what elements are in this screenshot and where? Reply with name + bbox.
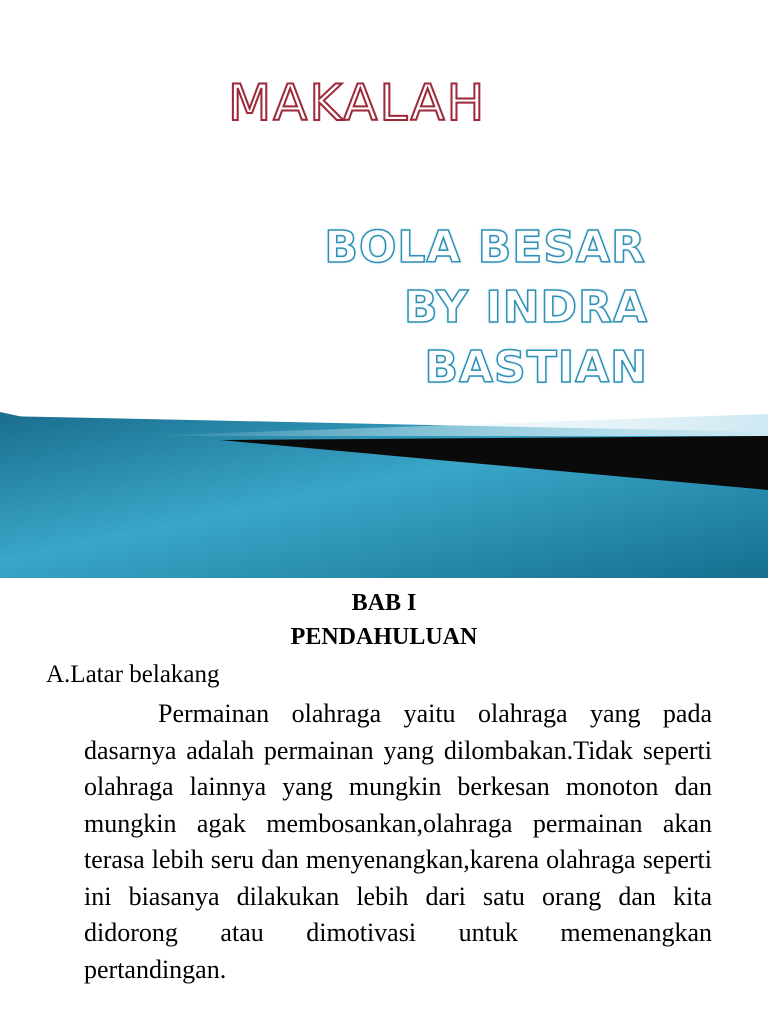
document-body [0, 586, 768, 984]
slide-subtitle [178, 218, 648, 398]
chapter-title: PENDAHULUAN [290, 624, 478, 650]
decorative-banner [0, 412, 768, 578]
subtitle-line-1: BOLA BESAR [324, 222, 646, 273]
chapter-number: BAB I [351, 590, 417, 616]
subtitle-line-2: BY INDRA BASTIAN [404, 282, 648, 393]
slide-title: MAKALAH [228, 74, 487, 132]
body-paragraph: Permainan olahraga yaitu olahraga yang pada dasarnya adalah permainan yang dilombakan.Tidak seperti olahraga lainnya yang mungkin berkesan monoton dan mungkin agak membosankan,olahraga permainan akan terasa lebih seru dan menyenangkan,karena olahraga seperti ini biasanya dilakukan lebih dari satu orang dan kita didorong atau dimotivasi untuk memenangkan pertandingan. [84, 699, 712, 984]
section-heading: A.Latar belakang [46, 661, 220, 688]
